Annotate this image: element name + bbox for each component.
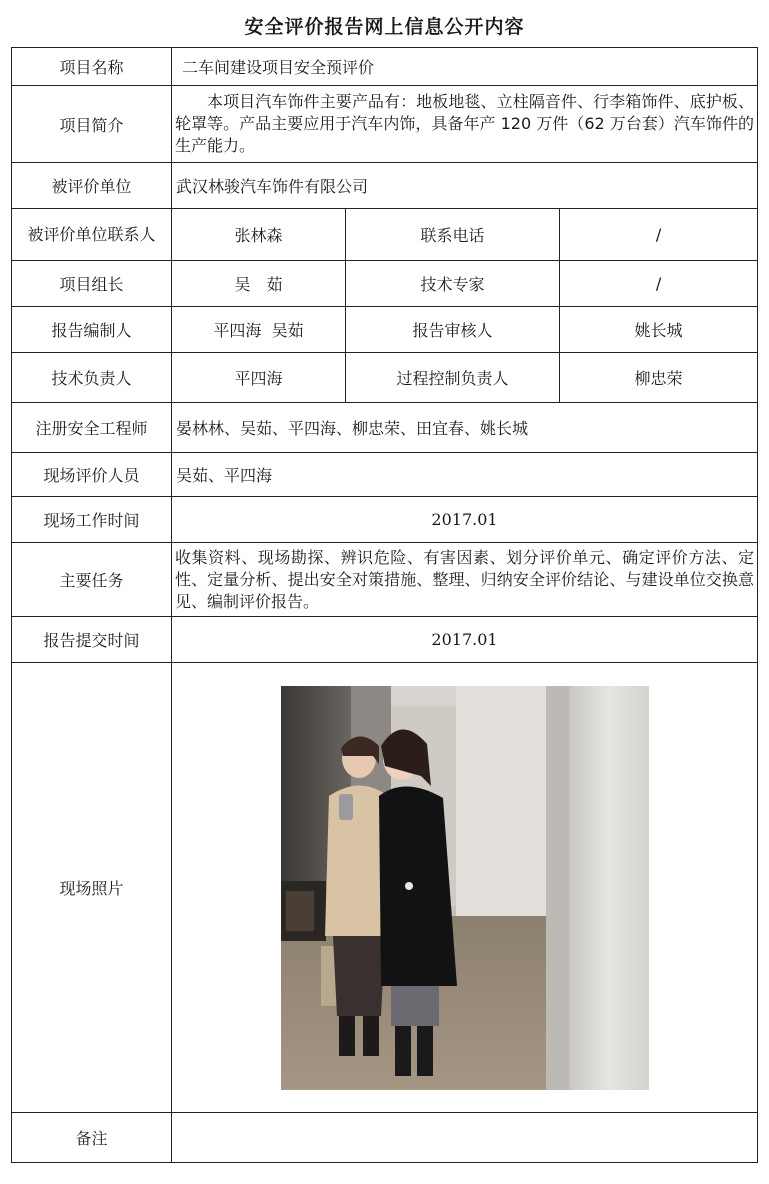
phone-value: / (560, 209, 758, 261)
row-submit-time (12, 617, 758, 663)
row-tech-lead (12, 353, 758, 403)
evaluated-unit-value: 武汉林骏汽车饰件有限公司 (172, 163, 758, 209)
info-table (11, 47, 758, 1163)
project-name-value: 二车间建设项目安全预评价 (172, 48, 758, 86)
project-name-label: 项目名称 (12, 48, 172, 86)
expert-label: 技术专家 (346, 261, 560, 307)
row-site-time (12, 497, 758, 543)
expert-value: / (560, 261, 758, 307)
contact-label: 被评价单位联系人 (12, 209, 172, 261)
team-leader-label: 项目组长 (12, 261, 172, 307)
engineers-label: 注册安全工程师 (12, 403, 172, 453)
main-tasks-value: 收集资料、现场勘探、辨识危险、有害因素、划分评价单元、确定评价方法、定性、定量分析、提出安全对策措施、整理、归纳安全评价结论、与建设单位交换意见、编制评价报告。 (172, 543, 758, 617)
report-author-value: 平四海 吴茹 (172, 307, 346, 353)
site-photo-label: 现场照片 (12, 663, 172, 1113)
site-staff-value: 吴茹、平四海 (172, 453, 758, 497)
report-author-label: 报告编制人 (12, 307, 172, 353)
row-project-intro (12, 86, 758, 163)
process-lead-value: 柳忠荣 (560, 353, 758, 403)
remarks-label: 备注 (12, 1113, 172, 1163)
tech-lead-value: 平四海 (172, 353, 346, 403)
submit-time-value: 2017.01 (172, 617, 758, 663)
project-intro-label: 项目简介 (12, 86, 172, 163)
engineers-value: 晏林林、吴茹、平四海、柳忠荣、田宜春、姚长城 (172, 403, 758, 453)
phone-label: 联系电话 (346, 209, 560, 261)
site-time-label: 现场工作时间 (12, 497, 172, 543)
site-time-value: 2017.01 (172, 497, 758, 543)
site-photo (281, 686, 649, 1090)
row-report-author (12, 307, 758, 353)
reviewer-value: 姚长城 (560, 307, 758, 353)
row-remarks (12, 1113, 758, 1163)
row-engineers (12, 403, 758, 453)
evaluated-unit-label: 被评价单位 (12, 163, 172, 209)
reviewer-label: 报告审核人 (346, 307, 560, 353)
project-intro-value: 本项目汽车饰件主要产品有：地板地毯、立柱隔音件、行李箱饰件、底护板、轮罩等。产品主要应用于汽车内饰，具备年产 120 万件（62 万台套）汽车饰件的生产能力。 (172, 86, 758, 163)
remarks-value (172, 1113, 758, 1163)
row-site-staff (12, 453, 758, 497)
row-main-tasks (12, 543, 758, 617)
row-team-leader (12, 261, 758, 307)
contact-value: 张林森 (172, 209, 346, 261)
main-tasks-label: 主要任务 (12, 543, 172, 617)
site-photo-cell (172, 663, 758, 1113)
row-project-name (12, 48, 758, 86)
team-leader-value: 吴 茹 (172, 261, 346, 307)
process-lead-label: 过程控制负责人 (346, 353, 560, 403)
page-title: 安全评价报告网上信息公开内容 (244, 16, 525, 38)
row-evaluated-unit (12, 163, 758, 209)
submit-time-label: 报告提交时间 (12, 617, 172, 663)
tech-lead-label: 技术负责人 (12, 353, 172, 403)
row-contact (12, 209, 758, 261)
site-staff-label: 现场评价人员 (12, 453, 172, 497)
row-site-photo (12, 663, 758, 1113)
